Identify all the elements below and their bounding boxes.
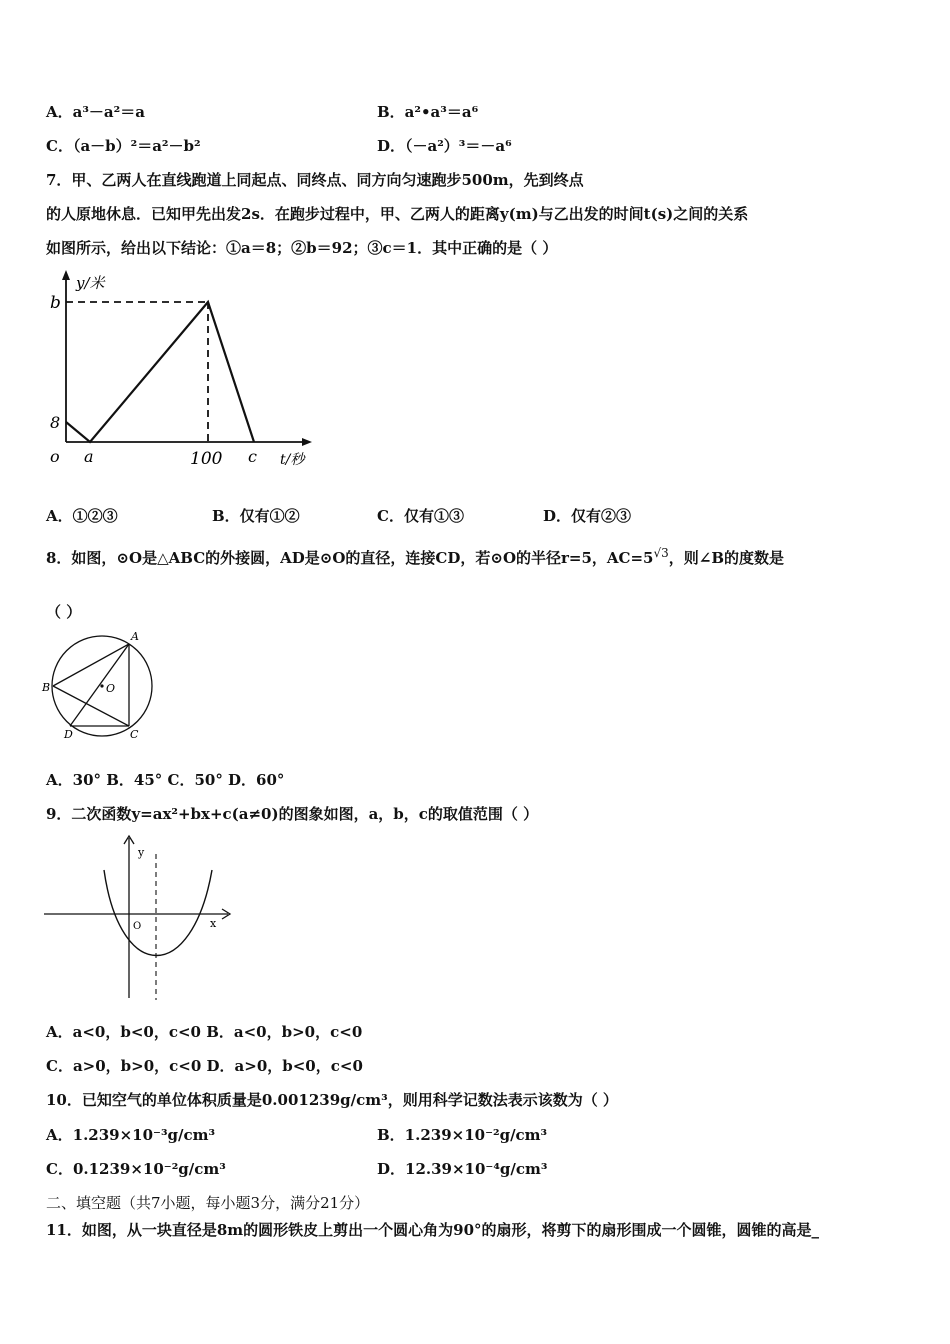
q7-label-b: b bbox=[50, 293, 61, 313]
q8-diameter-ad bbox=[70, 644, 129, 726]
q8-label-a: A bbox=[131, 630, 139, 643]
q8-options: A．30° B．45° C．50° D．60° bbox=[46, 771, 285, 789]
q8-sqrt3: √3 bbox=[653, 546, 669, 560]
q9-options-line2: C．a>0，b>0，c<0 D．a>0，b<0，c<0 bbox=[46, 1057, 363, 1075]
q9-options-line1: A．a<0，b<0，c<0 B．a<0，b>0，c<0 bbox=[46, 1023, 363, 1041]
q6-option-d: D．（－a²）³＝－a⁶ bbox=[377, 137, 512, 155]
q7-x-arrow bbox=[302, 438, 312, 446]
q8-stem bbox=[46, 548, 784, 569]
q7-x-axis-label: t/秒 bbox=[280, 452, 305, 468]
q7-stem-line1: 7．甲、乙两人在直线跑道上同起点、同终点、同方向匀速跑步500m，先到终点 bbox=[46, 171, 584, 189]
q8-stem-end: ，则∠B的度数是 bbox=[668, 549, 785, 567]
q8-label-b: B bbox=[42, 681, 51, 694]
q7-label-8: 8 bbox=[50, 413, 61, 432]
q10-option-b: B．1.239×10⁻²g/cm³ bbox=[377, 1126, 548, 1144]
q7-option-c: C．仅有①③ bbox=[377, 507, 464, 525]
q10-stem: 10．已知空气的单位体积质量是0.001239g/cm³，则用科学记数法表示该数为（ ） bbox=[46, 1091, 618, 1109]
q9-parabola-graph bbox=[42, 834, 242, 1002]
q7-y-arrow bbox=[62, 270, 70, 280]
q8-stem-text: 8．如图，⊙O是△ABC的外接圆，AD是⊙O的直径，连接CD，若⊙O的半径r=5，AC=5 bbox=[46, 549, 654, 567]
q6-option-b: B．a²•a³＝a⁶ bbox=[377, 103, 479, 121]
q9-stem: 9．二次函数y=ax²+bx+c(a≠0)的图象如图，a，b，c的取值范围（ ） bbox=[46, 805, 539, 823]
q9-parabola bbox=[104, 870, 212, 956]
q7-distance-time-graph bbox=[44, 268, 324, 474]
q7-label-100: 100 bbox=[190, 449, 223, 469]
q9-label-y: y bbox=[138, 846, 145, 859]
q7-y-axis-label: y/米 bbox=[76, 274, 105, 292]
q7-stem-line3: 如图所示，给出以下结论：①a＝8；②b＝92；③c＝1．其中正确的是（ ） bbox=[46, 239, 558, 257]
q8-label-d: D bbox=[64, 728, 73, 741]
q8-segment-bc bbox=[53, 686, 129, 726]
q7-label-o: o bbox=[50, 447, 60, 466]
q8-answer-paren: （ ） bbox=[46, 603, 82, 621]
q7-option-a: A．①②③ bbox=[46, 507, 118, 525]
q9-label-x: x bbox=[210, 917, 217, 930]
q10-option-a: A．1.239×10⁻³g/cm³ bbox=[46, 1126, 216, 1144]
q7-distance-line bbox=[66, 302, 254, 442]
q8-center-dot bbox=[100, 684, 103, 687]
q6-option-c: C．（a－b）²＝a²－b² bbox=[46, 137, 201, 155]
q8-circle-figure bbox=[40, 630, 160, 742]
q7-label-a: a bbox=[84, 447, 94, 466]
q10-option-d: D．12.39×10⁻⁴g/cm³ bbox=[377, 1160, 548, 1178]
q7-stem-line2: 的人原地休息．已知甲先出发2s．在跑步过程中，甲、乙两人的距离y(m)与乙出发的时间t(s)之间的关系 bbox=[46, 205, 749, 223]
section-2-heading: 二、填空题（共7小题，每小题3分，满分21分） bbox=[46, 1194, 370, 1212]
q8-label-c: C bbox=[130, 728, 139, 741]
q7-option-b: B．仅有①② bbox=[212, 507, 300, 525]
q8-segment-ab bbox=[53, 644, 129, 686]
q7-option-d: D．仅有②③ bbox=[543, 507, 632, 525]
q9-label-o: O bbox=[133, 921, 142, 932]
q6-option-a: A．a³－a²＝a bbox=[46, 103, 145, 121]
q8-label-o: O bbox=[106, 682, 116, 695]
q7-label-c: c bbox=[248, 447, 257, 466]
q11-stem: 11．如图，从一块直径是8m的圆形铁皮上剪出一个圆心角为90°的扇形，将剪下的扇形围成一个圆锥，圆锥的高是_ bbox=[46, 1221, 820, 1239]
q10-option-c: C．0.1239×10⁻²g/cm³ bbox=[46, 1160, 226, 1178]
